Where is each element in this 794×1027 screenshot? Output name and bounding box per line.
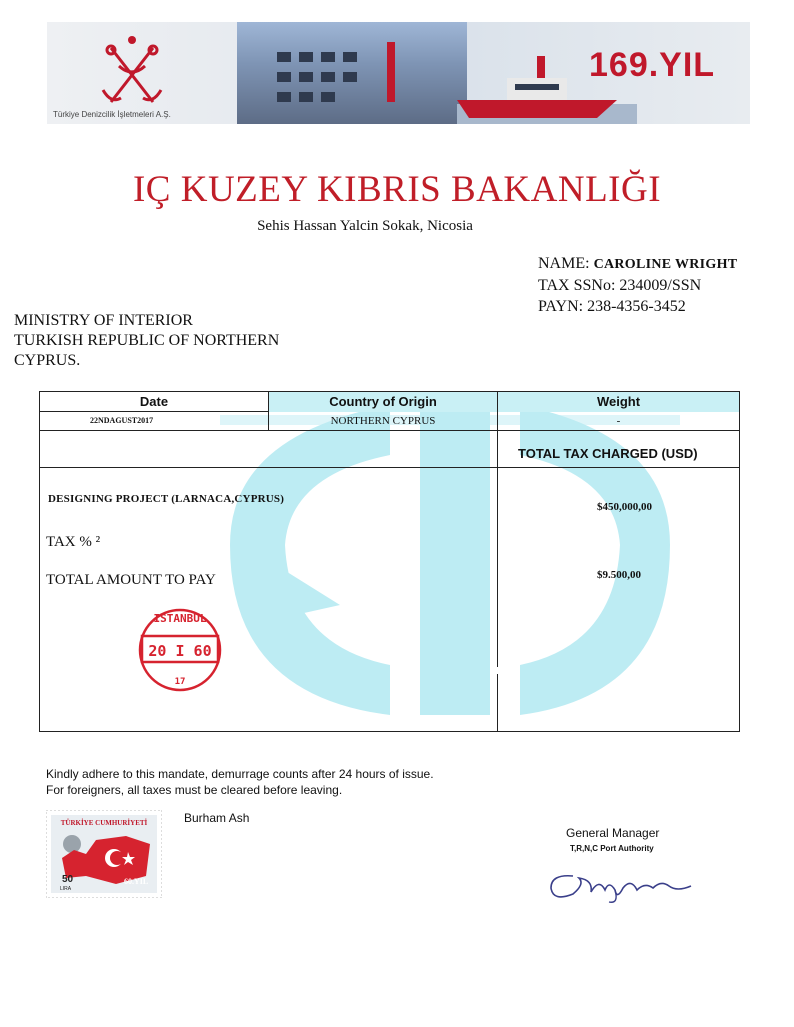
recipient-name-line [538,253,737,275]
total-tax-header: TOTAL TAX CHARGED (USD) [518,446,698,461]
item-description: DESIGNING PROJECT (LARNACA,CYPRUS) [48,493,285,505]
row-weight: - [616,415,621,427]
name-label: NAME: [538,255,590,272]
row-date: 22NDAGUST2017 [90,416,154,425]
stamp-value: 50 [62,874,74,885]
tax-label: TAX % ² [46,534,101,550]
item-amount: $450,000,00 [597,501,652,513]
recipient-name: CAROLINE WRIGHT [593,257,738,272]
ministry-line: CYPRUS. [14,352,81,369]
postmark-number: 17 [174,677,186,687]
crossed-anchors-logo-icon [99,32,165,112]
total-label: TOTAL AMOUNT TO PAY [46,572,216,588]
header-weight: Weight [498,392,739,412]
header-banner [47,22,750,124]
tax-table [39,391,740,732]
stamp-currency: LIRA [60,886,72,892]
postmark-city: ISTANBUL [153,612,207,625]
office-address: Sehis Hassan Yalcin Sokak, Nicosia [257,218,473,234]
total-amount: $9.500,00 [597,569,641,581]
stamp-caption: 60.YIL [124,877,149,886]
notice-block [46,766,434,798]
divider [40,430,739,431]
istanbul-postmark [128,604,232,694]
tax-ssn: TAX SSNo: 234009/SSN [538,277,702,294]
divider [40,467,739,468]
document-title: IÇ KUZEY KIBRIS BAKANLIĞI [132,169,662,210]
header-date: Date [139,394,169,409]
signer-name: Burham Ash [184,811,250,825]
ministry-line: MINISTRY OF INTERIOR [14,312,193,329]
notice-line: Kindly adhere to this mandate, demurrage counts after 24 hours of issue. [46,767,434,781]
ministry-line: TURKISH REPUBLIC OF NORTHERN [14,332,280,349]
general-manager-org: T,R,N,C Port Authority [570,844,654,853]
company-name: Türkiye Denizcilik İşletmeleri A.Ş. [53,110,171,119]
anniversary-text: 169.YIL [589,46,716,84]
handwritten-signature [545,856,695,906]
postmark-date: 20 I 60 [148,642,212,660]
general-manager-title: General Manager [566,826,660,840]
table-header-row [40,392,739,412]
notice-line: For foreigners, all taxes must be cleared before leaving. [46,783,343,797]
harbor-building-photo [237,22,467,124]
ministry-block [14,311,279,371]
recipient-block [538,253,737,317]
stamp-country: TÜRKİYE CUMHURİYETİ [60,819,148,827]
payn-number: PAYN: 238-4356-3452 [538,298,686,315]
header-country: Country of Origin [269,392,497,412]
row-country: NORTHERN CYPRUS [330,415,436,427]
postage-stamp [46,810,162,898]
